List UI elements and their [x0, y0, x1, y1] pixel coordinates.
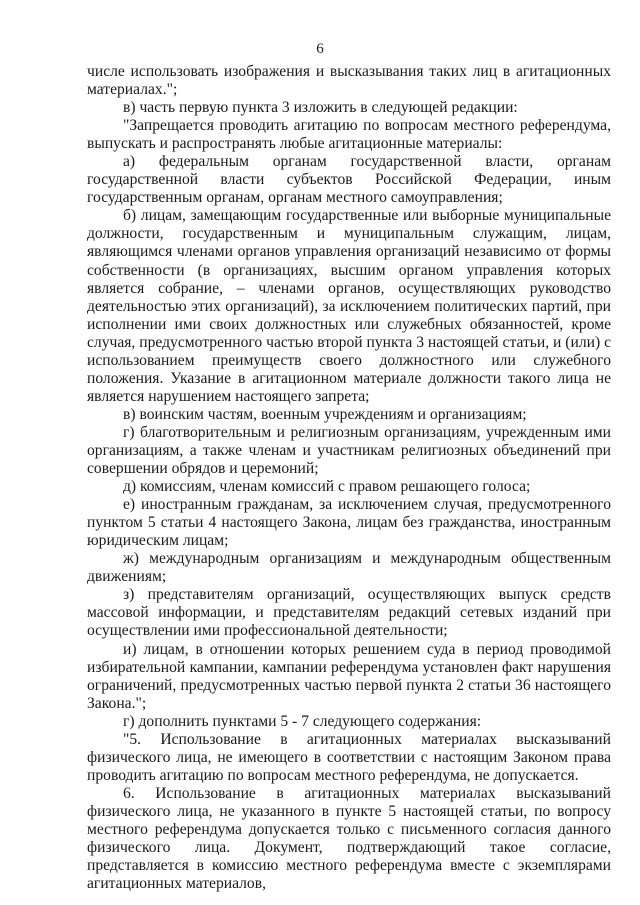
paragraph: б) лицам, замещающим государственные или выборные муниципальные должности, государственным и муниципальным служащим, лицам, являющимся членами органов управления организаций независимо от формы собственности (в организациях, высшим органом управления которых является собрание, – членами органов, осуществляющих руководство деятельностью этих организаций), за исключением политических партий, при исполнении ими своих должностных или служебных обязанностей, кроме случая, предусмотренного частью второй пункта 3 настоящей статьи, и (или) с использованием преимуществ своего должностного или служебного положения. Указание в агитационном материале должности такого лица не является нарушением настоящего запрета;: [87, 207, 611, 405]
paragraph: 6. Использование в агитационных материалах высказываний физического лица, не указанного в пункте 5 настоящей статьи, по вопросу местного референдума допускается только с письменного согласия данного физического лица. Документ, подтверждающий такое согласие, представляется в комиссию местного референдума вместе с экземплярами агитационных материалов,: [87, 784, 611, 893]
paragraph: и) лицам, в отношении которых решением суда в период проводимой избирательной кампании, кампании референдума установлен факт нарушения ограничений, предусмотренных частью первой пункта 2 статьи 36 настоящего Закона.";: [87, 640, 611, 712]
paragraph: в) часть первую пункта 3 изложить в следующей редакции:: [123, 99, 518, 117]
page-number: 6: [316, 41, 324, 57]
paragraph: г) благотворительным и религиозным организациям, учрежденным ими организациям, а также членам и участникам религиозных объединений при совершении обрядов и церемоний;: [87, 423, 611, 478]
paragraph: "5. Использование в агитационных материалах высказываний физического лица, не имеющего в соответствии с настоящим Законом права проводить агитацию по вопросам местного референдума, не допускается.: [87, 730, 611, 784]
paragraph: з) представителям организаций, осуществляющих выпуск средств массовой информации, и представителям редакций сетевых изданий при осуществлении ими профессиональной деятельности;: [87, 586, 611, 640]
paragraph: д) комиссиям, членам комиссий с правом решающего голоса;: [123, 478, 531, 496]
paragraph: числе использовать изображения и высказывания таких лиц в агитационных материалах.";: [87, 63, 611, 99]
paragraph: "Запрещается проводить агитацию по вопросам местного референдума, выпускать и распространять любые агитационные материалы:: [87, 117, 611, 153]
paragraph: а) федеральным органам государственной власти, органам государственной власти субъектов Российской Федерации, иным государственным органам, органам местного самоуправления;: [87, 153, 611, 207]
paragraph: в) воинским частям, военным учреждениям и организациям;: [123, 405, 527, 423]
document-body: [87, 63, 611, 893]
paragraph: ж) международным организациям и международным общественным движениям;: [87, 550, 611, 586]
paragraph: е) иностранным гражданам, за исключением случая, предусмотренного пунктом 5 статьи 4 настоящего Закона, лицам без гражданства, иностранным юридическим лицам;: [87, 496, 611, 550]
paragraph: г) дополнить пунктами 5 - 7 следующего содержания:: [123, 712, 482, 730]
